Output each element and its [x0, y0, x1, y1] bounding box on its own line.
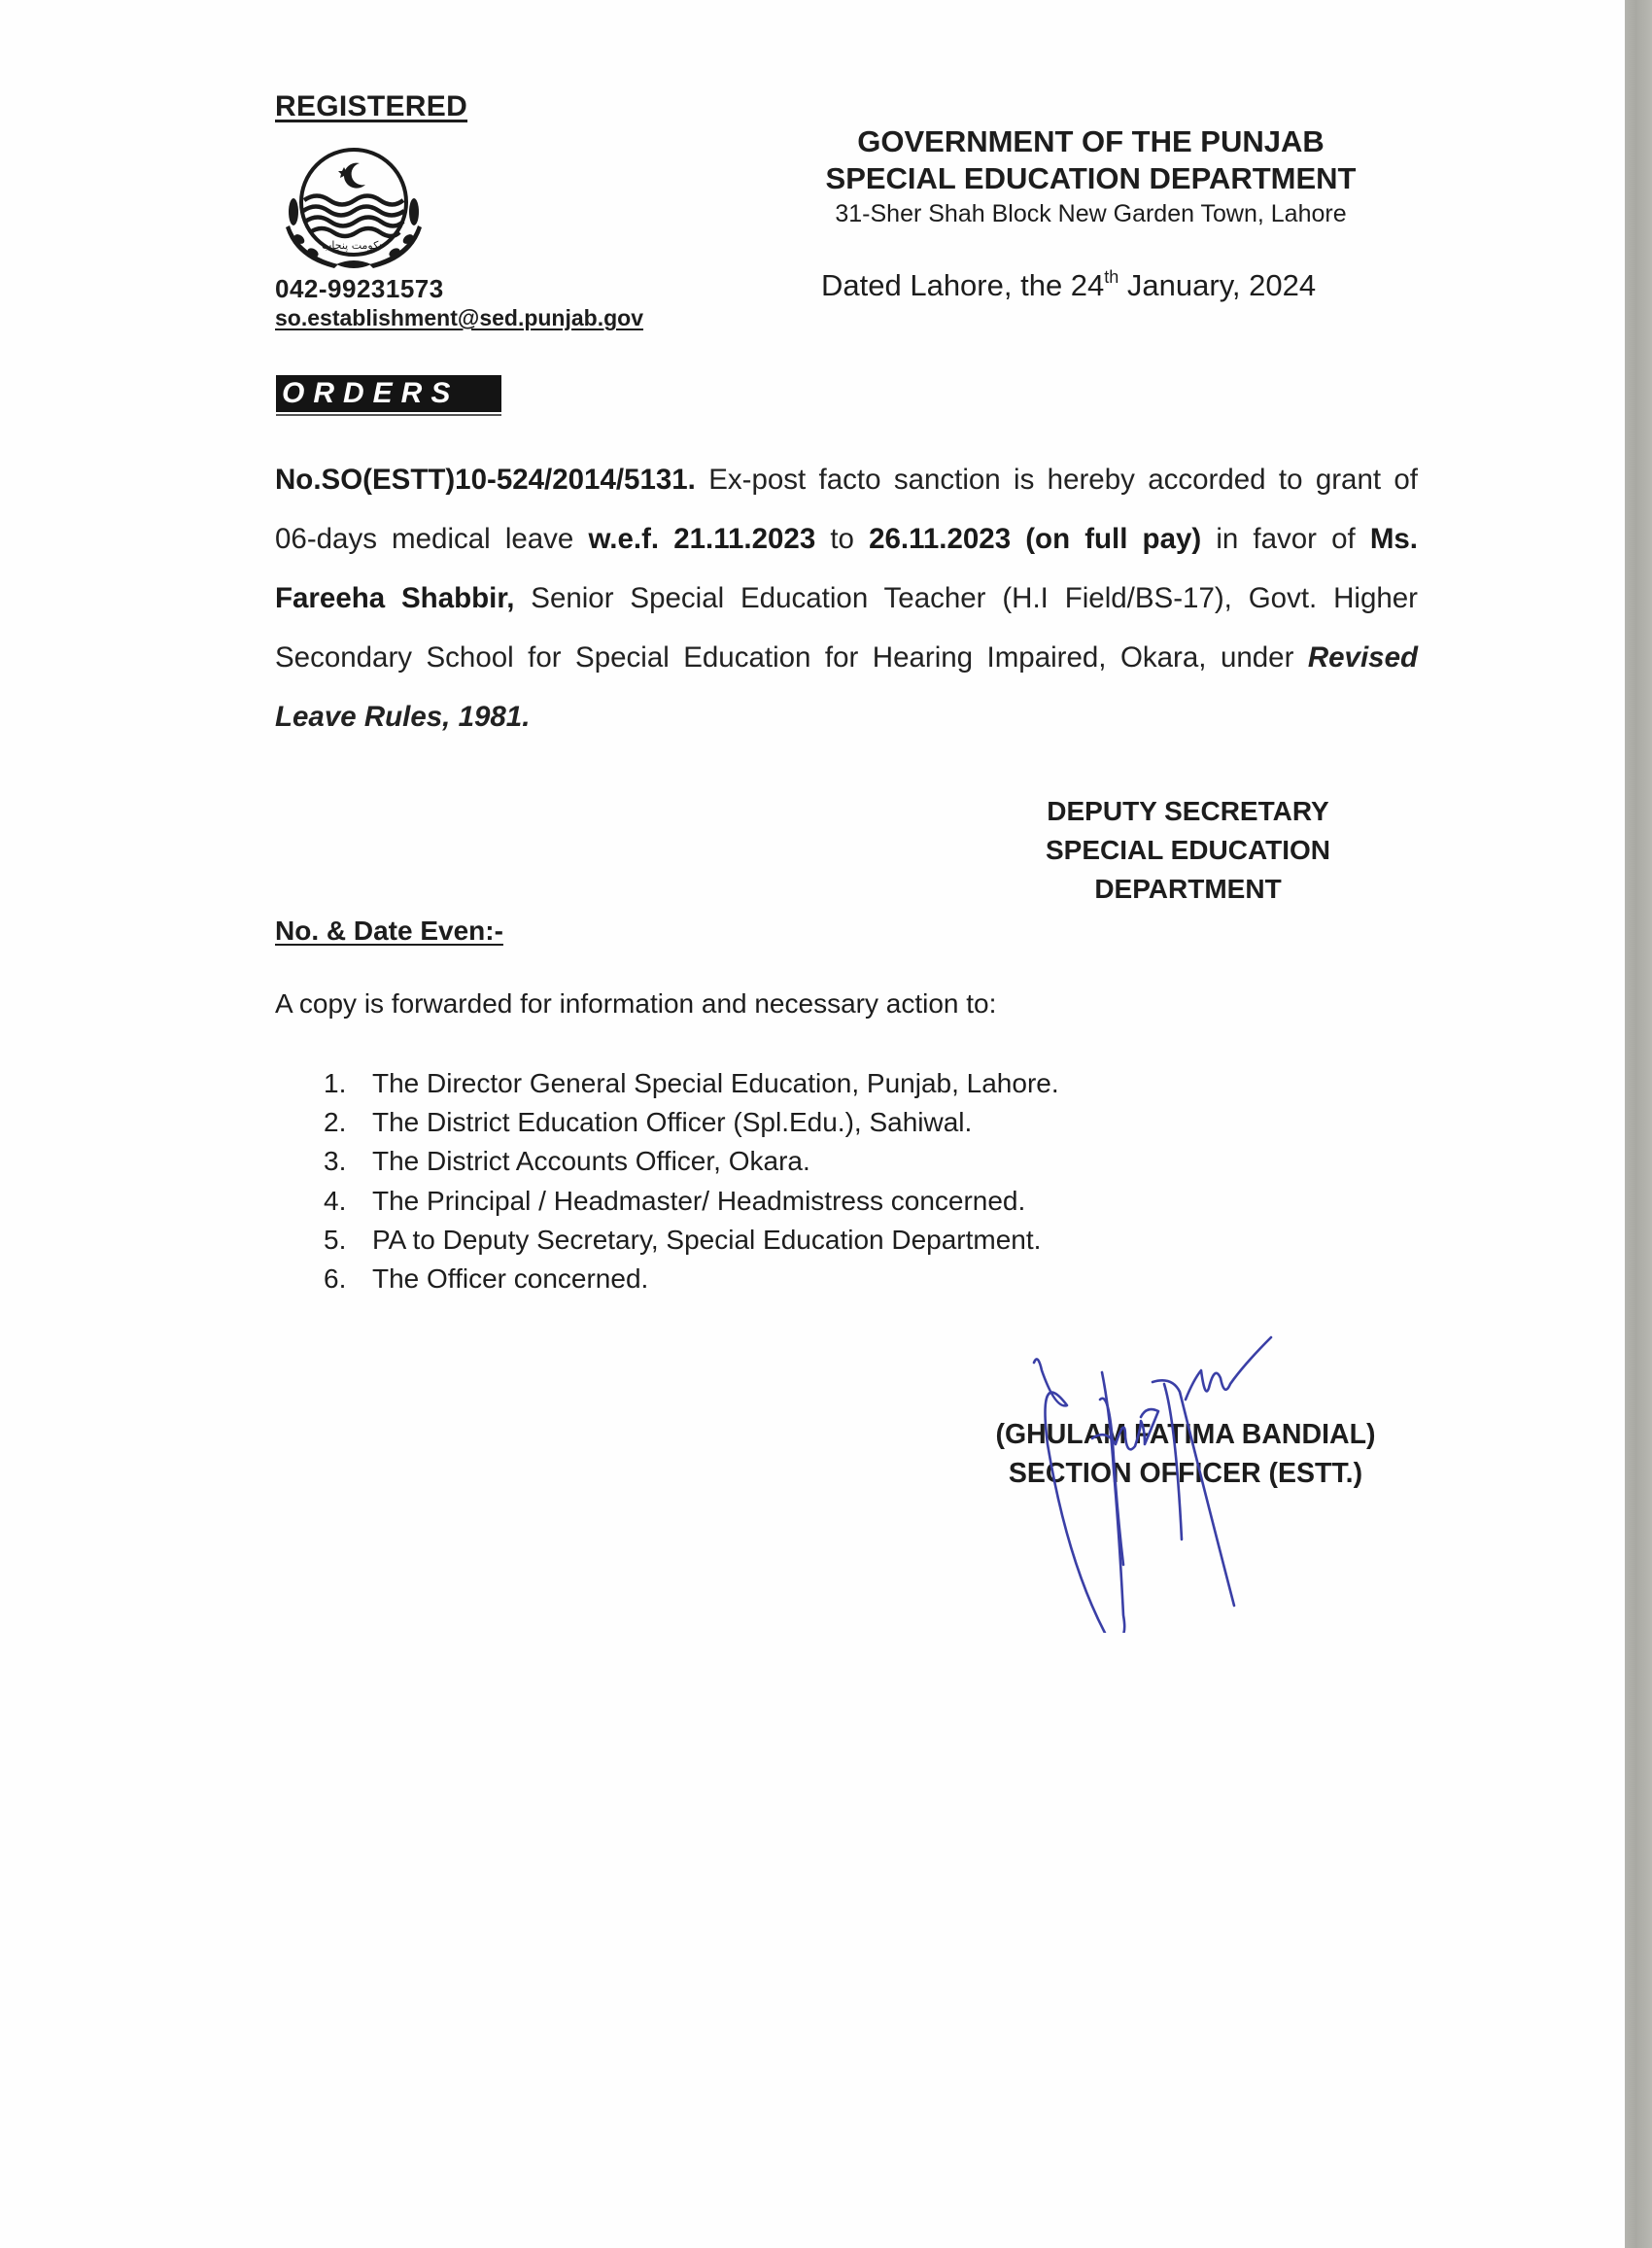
- pay-status: (on full pay): [1025, 523, 1202, 555]
- order-text-3: Senior Special Education Teacher (H.I Field/BS-17), Govt. Higher Secondary School for Special Education for Hearing Impaired, Okara, under: [275, 582, 1418, 674]
- order-space: [1011, 523, 1025, 555]
- department-title: SPECIAL EDUCATION DEPARTMENT: [825, 161, 1357, 195]
- recipient-text: The District Accounts Officer, Okara.: [372, 1146, 810, 1177]
- signatory-name: (GHULAM FATIMA BANDIAL): [995, 1419, 1376, 1450]
- recipient-text: The Officer concerned.: [372, 1263, 649, 1295]
- authority-line: DEPUTY SECRETARY: [1047, 796, 1329, 826]
- recipient-text: PA to Deputy Secretary, Special Education Department.: [372, 1224, 1042, 1255]
- government-title: GOVERNMENT OF THE PUNJAB: [857, 124, 1325, 158]
- order-to: to: [815, 523, 870, 555]
- employee-name: Ms. Fareeha Shabbir,: [275, 523, 1418, 614]
- recipient-number: 2.: [324, 1107, 347, 1138]
- order-text-2: in favor of: [1201, 523, 1370, 555]
- recipient-number: 1.: [324, 1068, 347, 1098]
- recipient-item: [324, 1221, 1059, 1260]
- authority-line: DEPARTMENT: [1094, 874, 1282, 904]
- recipient-item: [324, 1182, 1059, 1221]
- leave-end: 26.11.2023: [869, 523, 1012, 555]
- emblem-text: حکومت پنجاب: [322, 239, 386, 252]
- recipient-number: 3.: [324, 1146, 347, 1177]
- dated-ordinal: th: [1104, 267, 1119, 287]
- handwritten-signature: [1011, 1302, 1322, 1633]
- recipient-item: [324, 1142, 1059, 1181]
- copy-heading: No. & Date Even:-: [275, 916, 503, 946]
- dated-prefix: Dated Lahore, the 24: [821, 268, 1105, 302]
- email-address[interactable]: so.establishment@sed.punjab.gov: [275, 305, 643, 330]
- copy-intro: A copy is forwarded for information and necessary action to:: [275, 988, 997, 1019]
- recipient-text: The Principal / Headmaster/ Headmistress concerned.: [372, 1185, 1026, 1216]
- signatory-title: SECTION OFFICER (ESTT.): [1008, 1458, 1363, 1489]
- registered-label: REGISTERED: [275, 90, 468, 122]
- recipient-text: The Director General Special Education, Punjab, Lahore.: [372, 1068, 1059, 1098]
- authority-block: [1030, 792, 1346, 909]
- scanner-edge: [1625, 0, 1652, 2248]
- orders-heading: ORDERS: [276, 375, 501, 412]
- punjab-emblem-icon: [282, 142, 426, 278]
- recipient-number: 5.: [324, 1224, 347, 1255]
- order-number: No.SO(ESTT)10-524/2014/5131.: [275, 464, 696, 496]
- recipient-item: [324, 1260, 1059, 1298]
- dated-suffix: January, 2024: [1119, 268, 1317, 302]
- leave-start: w.e.f. 21.11.2023: [588, 523, 816, 555]
- recipient-item: [324, 1103, 1059, 1142]
- authority-line: SPECIAL EDUCATION: [1046, 835, 1330, 865]
- department-address: 31-Sher Shah Block New Garden Town, Lahore: [835, 200, 1347, 227]
- order-text-1: Ex-post facto sanction is hereby accorded to grant of 06-days medical leave: [275, 464, 1418, 555]
- leave-rules: Revised Leave Rules, 1981.: [275, 641, 1418, 733]
- recipient-item: [324, 1064, 1059, 1103]
- recipient-list: [324, 1064, 1059, 1298]
- orders-underline: [276, 414, 501, 416]
- dated-line: [821, 268, 1316, 303]
- recipient-number: 4.: [324, 1185, 347, 1216]
- phone-number: 042-99231573: [275, 274, 444, 303]
- recipient-number: 6.: [324, 1263, 347, 1295]
- recipient-text: The District Education Officer (Spl.Edu.), Sahiwal.: [372, 1107, 973, 1138]
- order-paragraph: [275, 450, 1418, 746]
